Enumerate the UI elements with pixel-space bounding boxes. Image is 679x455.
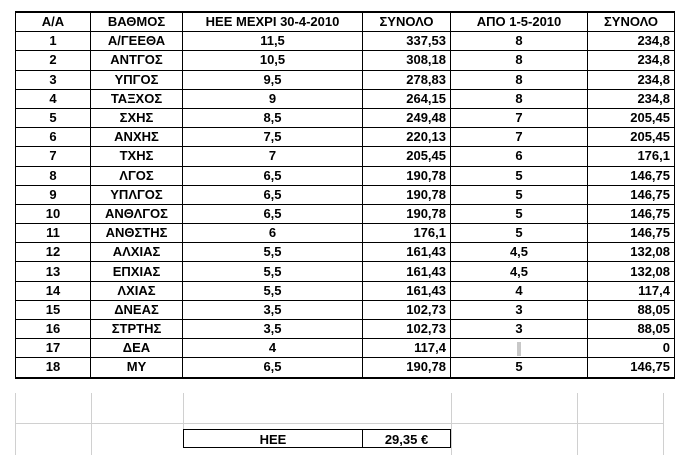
rank-cell[interactable]: ΑΝΘΣΤΗΣ (91, 224, 183, 243)
grid-vline (15, 393, 16, 455)
table-row (16, 51, 675, 70)
grid-vline (91, 393, 92, 455)
aa-cell[interactable]: 9 (16, 185, 91, 204)
grid-vline (663, 393, 664, 455)
aa-cell[interactable]: 10 (16, 204, 91, 223)
grid-vline (451, 393, 452, 455)
table-row (16, 358, 675, 378)
from-cell[interactable]: 4,5 (451, 243, 588, 262)
table-row (16, 300, 675, 319)
hee-until-cell[interactable]: 5,5 (183, 262, 363, 281)
hee-until-cell[interactable]: 6,5 (183, 358, 363, 378)
rank-cell[interactable]: ΕΠΧΙΑΣ (91, 262, 183, 281)
hee-until-cell[interactable]: 10,5 (183, 51, 363, 70)
rank-cell[interactable]: ΛΧΙΑΣ (91, 281, 183, 300)
aa-cell[interactable]: 8 (16, 166, 91, 185)
aa-cell[interactable]: 4 (16, 89, 91, 108)
from-cell[interactable]: 8 (451, 70, 588, 89)
total-1-cell[interactable]: 249,48 (363, 108, 451, 127)
total-2-cell[interactable]: 88,05 (588, 300, 675, 319)
hee-until-cell[interactable]: 5,5 (183, 281, 363, 300)
header-total-1[interactable]: ΣΥΝΟΛΟ (363, 12, 451, 32)
total-1-cell[interactable]: 190,78 (363, 166, 451, 185)
total-2-cell[interactable]: 205,45 (588, 128, 675, 147)
aa-cell[interactable]: 5 (16, 108, 91, 127)
from-cell[interactable]: 5 (451, 224, 588, 243)
aa-cell[interactable]: 18 (16, 358, 91, 378)
total-2-cell[interactable]: 0 (588, 339, 675, 358)
rank-cell[interactable]: ΣΤΡΤΗΣ (91, 320, 183, 339)
table-row (16, 89, 675, 108)
aa-cell[interactable]: 7 (16, 147, 91, 166)
header-from[interactable]: ΑΠΟ 1-5-2010 (451, 12, 588, 32)
rank-cell[interactable]: Α/ΓΕΕΘΑ (91, 32, 183, 51)
hee-until-cell[interactable]: 7,5 (183, 128, 363, 147)
aa-cell[interactable]: 3 (16, 70, 91, 89)
rank-cell[interactable]: ΔΝΕΑΣ (91, 300, 183, 319)
hee-until-cell[interactable]: 9 (183, 89, 363, 108)
total-2-cell[interactable]: 132,08 (588, 262, 675, 281)
total-2-cell[interactable]: 234,8 (588, 32, 675, 51)
hee-until-cell[interactable]: 3,5 (183, 300, 363, 319)
total-2-cell[interactable]: 146,75 (588, 224, 675, 243)
total-2-cell[interactable]: 132,08 (588, 243, 675, 262)
total-2-cell[interactable]: 88,05 (588, 320, 675, 339)
rank-cell[interactable]: ΑΝΧΗΣ (91, 128, 183, 147)
header-rank[interactable]: ΒΑΘΜΟΣ (91, 12, 183, 32)
total-1-cell[interactable]: 190,78 (363, 185, 451, 204)
aa-cell[interactable]: 6 (16, 128, 91, 147)
header-row (16, 12, 675, 32)
total-1-cell[interactable]: 102,73 (363, 320, 451, 339)
total-2-cell[interactable]: 205,45 (588, 108, 675, 127)
table-row (16, 262, 675, 281)
rank-cell[interactable]: ΤΧΗΣ (91, 147, 183, 166)
total-1-cell[interactable]: 264,15 (363, 89, 451, 108)
aa-cell[interactable]: 13 (16, 262, 91, 281)
text-cursor (517, 342, 521, 356)
from-cell[interactable]: 8 (451, 32, 588, 51)
table-row (16, 243, 675, 262)
from-cell[interactable]: 4 (451, 281, 588, 300)
hee-until-cell[interactable]: 7 (183, 147, 363, 166)
hee-until-cell[interactable]: 6,5 (183, 166, 363, 185)
table-row (16, 185, 675, 204)
total-1-cell[interactable]: 117,4 (363, 339, 451, 358)
hee-until-cell[interactable]: 9,5 (183, 70, 363, 89)
table-row (16, 128, 675, 147)
header-hee-until[interactable]: ΗΕΕ ΜΕΧΡΙ 30-4-2010 (183, 12, 363, 32)
hee-until-cell[interactable]: 6,5 (183, 204, 363, 223)
from-cell[interactable]: 8 (451, 51, 588, 70)
total-1-cell[interactable]: 176,1 (363, 224, 451, 243)
total-1-cell[interactable]: 161,43 (363, 281, 451, 300)
total-1-cell[interactable]: 102,73 (363, 300, 451, 319)
total-1-cell[interactable]: 190,78 (363, 204, 451, 223)
rank-cell[interactable]: ΑΛΧΙΑΣ (91, 243, 183, 262)
aa-cell[interactable]: 17 (16, 339, 91, 358)
table-row (16, 32, 675, 51)
table-row (16, 166, 675, 185)
table-row (16, 320, 675, 339)
total-1-cell[interactable]: 308,18 (363, 51, 451, 70)
rank-cell[interactable]: ΑΝΤΓΟΣ (91, 51, 183, 70)
total-2-cell[interactable]: 146,75 (588, 166, 675, 185)
total-1-cell[interactable]: 278,83 (363, 70, 451, 89)
hee-until-cell[interactable]: 3,5 (183, 320, 363, 339)
from-cell[interactable] (451, 339, 588, 358)
total-2-cell[interactable]: 117,4 (588, 281, 675, 300)
from-cell[interactable]: 8 (451, 89, 588, 108)
grid-vline (183, 393, 184, 429)
header-aa[interactable]: Α/Α (16, 12, 91, 32)
total-2-cell[interactable]: 176,1 (588, 147, 675, 166)
total-label-cell[interactable]: ΗΕΕ (183, 429, 363, 448)
from-cell[interactable]: 5 (451, 185, 588, 204)
hee-until-cell[interactable]: 6,5 (183, 185, 363, 204)
total-2-cell[interactable]: 234,8 (588, 51, 675, 70)
total-1-cell[interactable]: 337,53 (363, 32, 451, 51)
header-total-2[interactable]: ΣΥΝΟΛΟ (588, 12, 675, 32)
table-row (16, 70, 675, 89)
rank-cell[interactable]: ΣΧΗΣ (91, 108, 183, 127)
rank-cell[interactable]: ΔΕΑ (91, 339, 183, 358)
from-cell[interactable]: 7 (451, 108, 588, 127)
total-2-cell[interactable]: 234,8 (588, 89, 675, 108)
from-cell[interactable]: 5 (451, 166, 588, 185)
rank-cell[interactable]: ΥΠΓΟΣ (91, 70, 183, 89)
aa-cell[interactable]: 1 (16, 32, 91, 51)
from-cell[interactable]: 7 (451, 128, 588, 147)
total-1-cell[interactable]: 205,45 (363, 147, 451, 166)
grid-hline (15, 423, 663, 424)
from-cell[interactable]: 4,5 (451, 262, 588, 281)
total-1-cell[interactable]: 161,43 (363, 262, 451, 281)
from-cell[interactable]: 5 (451, 358, 588, 378)
table-row (16, 339, 675, 358)
aa-cell[interactable]: 14 (16, 281, 91, 300)
rank-cell[interactable]: ΥΠΛΓΟΣ (91, 185, 183, 204)
total-1-cell[interactable]: 220,13 (363, 128, 451, 147)
hee-until-cell[interactable]: 11,5 (183, 32, 363, 51)
aa-cell[interactable]: 11 (16, 224, 91, 243)
grid-vline (577, 393, 578, 455)
table-row (16, 204, 675, 223)
table-row (16, 108, 675, 127)
total-1-cell[interactable]: 190,78 (363, 358, 451, 378)
rank-cell[interactable]: ΑΝΘΛΓΟΣ (91, 204, 183, 223)
total-2-cell[interactable]: 146,75 (588, 185, 675, 204)
hee-until-cell[interactable]: 4 (183, 339, 363, 358)
hee-until-cell[interactable]: 6 (183, 224, 363, 243)
from-cell[interactable]: 6 (451, 147, 588, 166)
total-1-cell[interactable]: 161,43 (363, 243, 451, 262)
rank-cell[interactable]: ΛΓΟΣ (91, 166, 183, 185)
aa-cell[interactable]: 16 (16, 320, 91, 339)
pay-table (15, 11, 675, 379)
hee-until-cell[interactable]: 8,5 (183, 108, 363, 127)
total-2-cell[interactable]: 146,75 (588, 204, 675, 223)
total-2-cell[interactable]: 146,75 (588, 358, 675, 378)
total-value-cell[interactable]: 29,35 € (363, 429, 451, 448)
rank-cell[interactable]: ΜΥ (91, 358, 183, 378)
from-cell[interactable]: 3 (451, 300, 588, 319)
from-cell[interactable]: 5 (451, 204, 588, 223)
table-row (16, 224, 675, 243)
rank-cell[interactable]: ΤΑΞΧΟΣ (91, 89, 183, 108)
table-row (16, 281, 675, 300)
table-row (16, 147, 675, 166)
total-2-cell[interactable]: 234,8 (588, 70, 675, 89)
aa-cell[interactable]: 2 (16, 51, 91, 70)
aa-cell[interactable]: 12 (16, 243, 91, 262)
hee-until-cell[interactable]: 5,5 (183, 243, 363, 262)
from-cell[interactable]: 3 (451, 320, 588, 339)
aa-cell[interactable]: 15 (16, 300, 91, 319)
